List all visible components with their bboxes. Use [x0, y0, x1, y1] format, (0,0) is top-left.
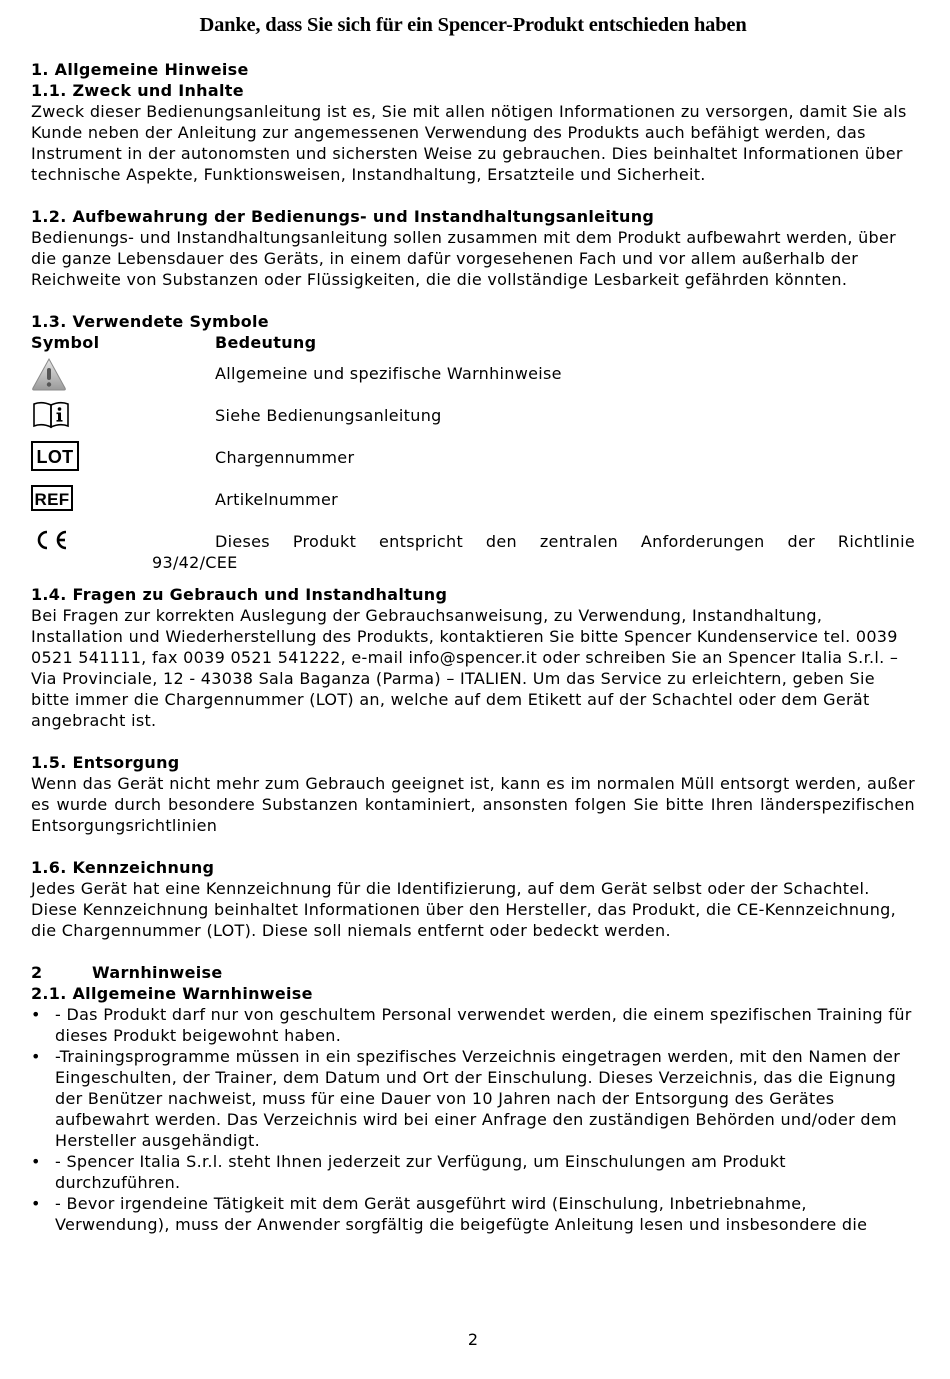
- warning-list: [31, 1004, 915, 1235]
- ref-icon: [31, 483, 73, 511]
- symbol-meaning-ref: Artikelnummer: [215, 490, 339, 509]
- symbol-row-ref: [31, 479, 915, 521]
- section-1-1-heading: 1.1. Zweck und Inhalte: [31, 81, 244, 100]
- section-1-4-heading: 1.4. Fragen zu Gebrauch und Instandhaltung: [31, 585, 448, 604]
- section-2-number: 2: [31, 963, 43, 982]
- symbol-row-ce: [31, 521, 915, 572]
- section-2-heading: [31, 962, 915, 983]
- section-1-6-heading: 1.6. Kennzeichnung: [31, 858, 215, 877]
- section-1-heading: 1. Allgemeine Hinweise: [31, 60, 249, 79]
- symbol-table-header: [31, 332, 915, 353]
- section-1-4-text: Bei Fragen zur korrekten Auslegung der Gebrauchsanweisung, zu Verwendung, Instandhaltung, Installation und Wiederherstellung des Produkts, kontaktieren Sie bitte Spencer Kundenservice tel. 0039 0521 541111, fax 0039 0521 541222, e-mail info@spencer.it oder schreiben Sie an Spencer Italia S.r.l. – Via Provinciale, 12 - 43038 Sala Baganza (Parma) – ITALIEN. Um das Service zu erleichtern, geben Sie bitte immer die Chargennummer (LOT) an, welche auf dem Etikett auf der Schachtel oder dem Gerät angebracht ist.: [31, 606, 899, 730]
- section-1-1-text: Zweck dieser Bedienungsanleitung ist es, Sie mit allen nötigen Informationen zu versorgen, damit Sie als Kunde neben der Anleitung zur angemessenen Verwendung des Produkts auch befähigt werden, das Instrument in der autonomsten und sichersten Weise zu gebrauchen. Dies beinhaltet Informationen über technische Aspekte, Funktionsweisen, Instandhaltung, Ersatzteile und Sicherheit.: [31, 102, 907, 184]
- symbol-meaning-ce-line1: Dieses Produkt entspricht den zentralen Anforderungen der Richtlinie: [215, 532, 915, 551]
- section-1-5-text: Wenn das Gerät nicht mehr zum Gebrauch geeignet ist, kann es im normalen Müll entsorgt werden, außer es wurde durch besondere Substanzen kontaminiert, ansonsten folgen Sie bitte Ihren länderspezifischen Entsorgungsrichtlinien: [31, 774, 915, 835]
- symbol-row-manual: [31, 395, 915, 437]
- section-1-2-heading: 1.2. Aufbewahrung der Bedienungs- und Instandhaltungsanleitung: [31, 207, 655, 226]
- list-item: • - Bevor irgendeine Tätigkeit mit dem Gerät ausgeführt wird (Einschulung, Inbetriebnahme, Verwendung), muss der Anwender sorgfältig die beigefügte Anleitung lesen und insbesondere die: [31, 1193, 915, 1235]
- symbol-row-lot: [31, 437, 915, 479]
- page-number: 2: [467, 1330, 479, 1349]
- section-1-2-text: Bedienungs- und Instandhaltungsanleitung sollen zusammen mit dem Produkt aufbewahrt werden, über die ganze Lebensdauer des Geräts, in einem dafür vorgesehenen Fach und vor allem außerhalb der Reichweite von Substanzen oder Flüssigkeiten, die die vollständige Lesbarkeit gefährden könnten.: [31, 228, 897, 289]
- document-body: [31, 59, 915, 1235]
- lot-icon-text: LOT: [36, 447, 74, 467]
- list-item: • - Spencer Italia S.r.l. steht Ihnen jederzeit zur Verfügung, um Einschulungen am Produkt durchzuführen.: [31, 1151, 915, 1193]
- symbol-meaning-warning: Allgemeine und spezifische Warnhinweise: [215, 364, 562, 383]
- symbol-column-header: Symbol: [31, 333, 100, 352]
- symbol-meaning-lot: Chargennummer: [215, 448, 355, 467]
- section-2-1-heading: 2.1. Allgemeine Warnhinweise: [31, 984, 313, 1003]
- ref-icon-text: REF: [34, 490, 70, 509]
- symbol-meaning-manual: Siehe Bedienungsanleitung: [215, 406, 442, 425]
- section-2-title: Warnhinweise: [92, 963, 223, 982]
- symbol-meaning-ce-line2: 93/42/CEE: [152, 553, 238, 572]
- ce-mark-icon: [31, 525, 71, 555]
- section-1-3-heading: 1.3. Verwendete Symbole: [31, 312, 269, 331]
- meaning-column-header: Bedeutung: [215, 333, 317, 352]
- section-1-5-heading: 1.5. Entsorgung: [31, 753, 180, 772]
- list-item: • -Trainingsprogramme müssen in ein spezifisches Verzeichnis eingetragen werden, mit den Namen der Eingeschulten, der Trainer, dem Datum und Ort der Einschulung. Dieses Verzeichnis, das die Eignung der Benützer nachweist, muss für eine Dauer von 10 Jahren nach der Entsorgung des Gerätes aufbewahrt werden. Das Verzeichnis wird bei einer Anfrage den zuständigen Behörden und/oder dem Hersteller ausgehändigt.: [31, 1046, 915, 1151]
- manual-book-icon: [31, 399, 71, 429]
- list-item: • - Das Produkt darf nur von geschultem Personal verwendet werden, die einem spezifischen Training für dieses Produkt beigewohnt haben.: [31, 1004, 915, 1046]
- page-title: Danke, dass Sie sich für ein Spencer-Produkt entschieden haben: [199, 14, 747, 36]
- section-1-6-text: Jedes Gerät hat eine Kennzeichnung für die Identifizierung, auf dem Gerät selbst oder der Schachtel. Diese Kennzeichnung beinhaltet Informationen über den Hersteller, das Produkt, die CE-Kennzeichnung, die Chargennummer (LOT). Diese soll niemals entfernt oder bedeckt werden.: [31, 879, 897, 940]
- warning-triangle-icon: [31, 357, 67, 391]
- lot-icon: [31, 441, 79, 471]
- symbol-row-warning: [31, 353, 915, 395]
